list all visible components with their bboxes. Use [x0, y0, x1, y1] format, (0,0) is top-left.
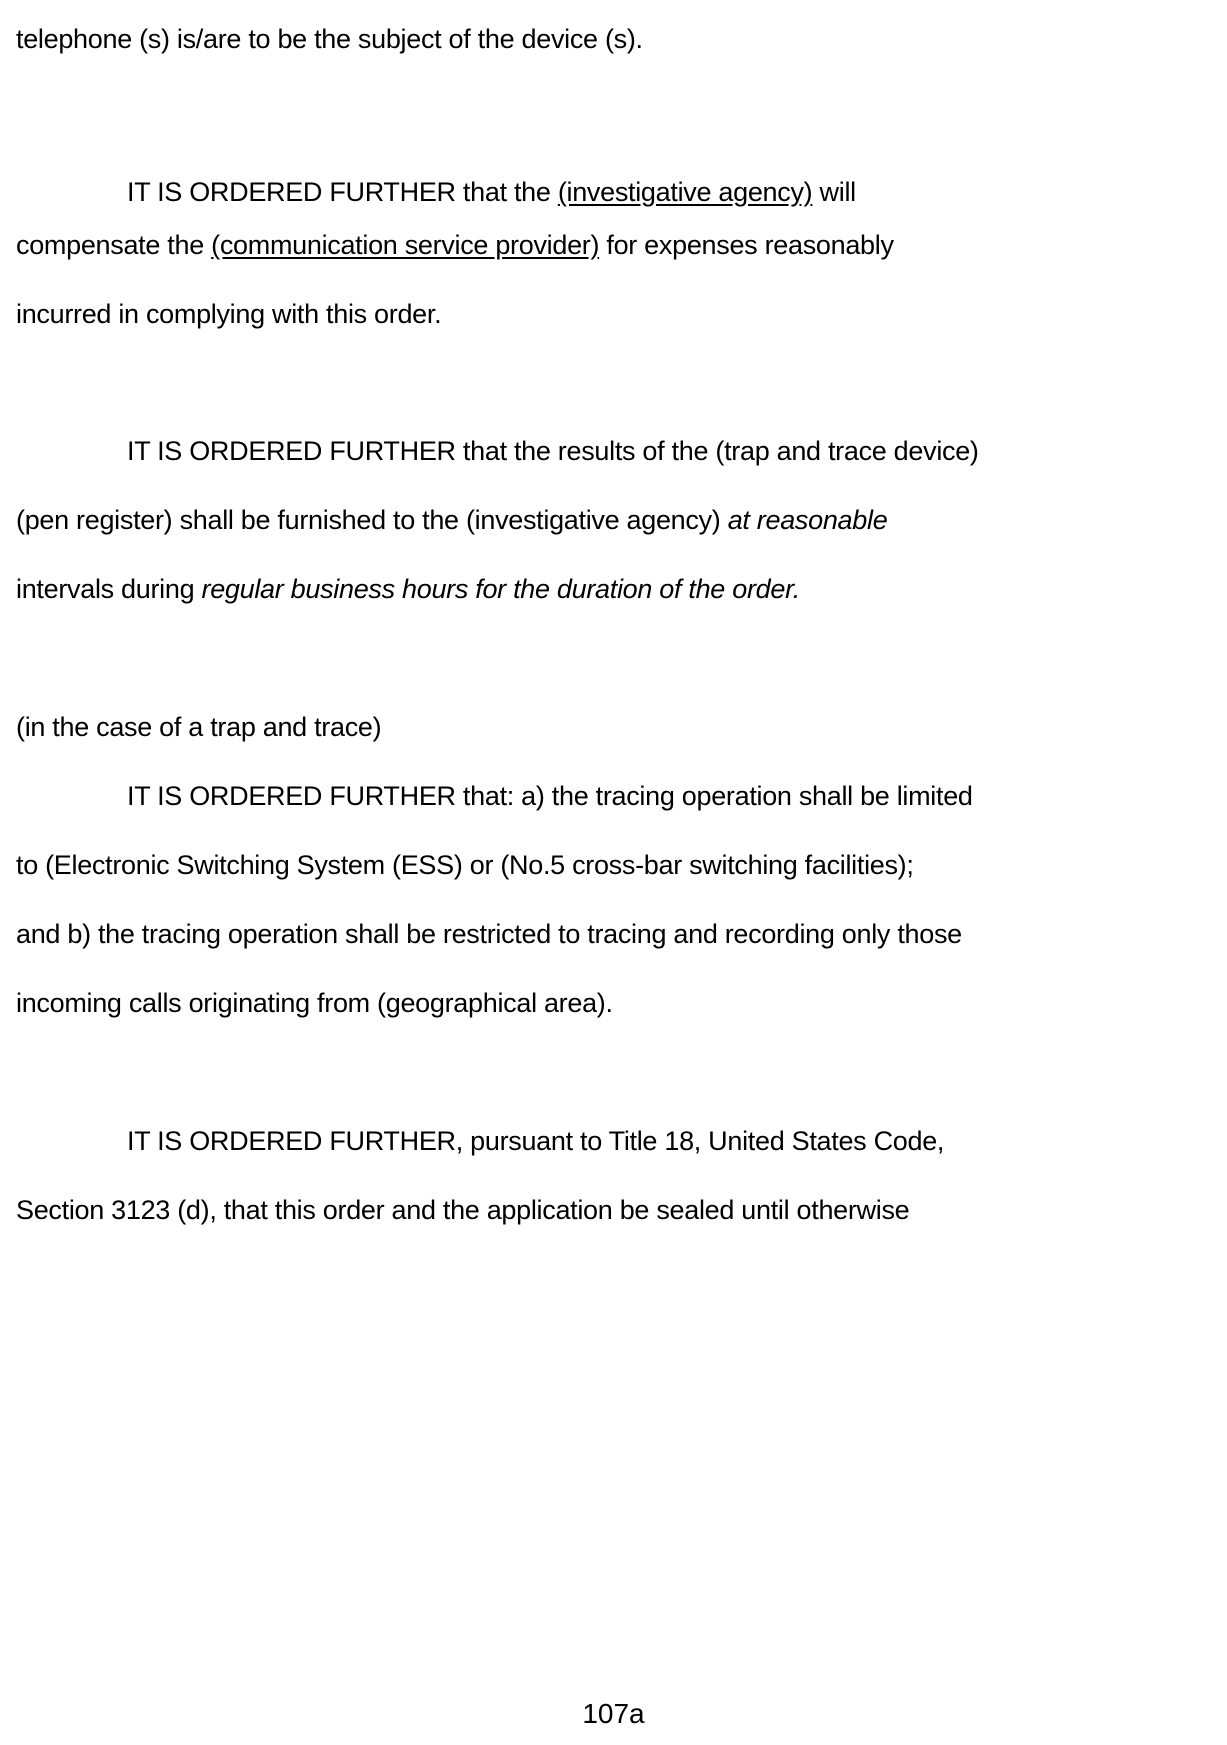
text-line-14 — [16, 1193, 909, 1227]
service-provider-placeholder: (communication service provider) — [211, 230, 600, 260]
line-2-text-start: IT IS ORDERED FURTHER that the — [127, 177, 558, 207]
page-number: 107a — [582, 1698, 645, 1729]
line-11-text: and b) the tracing operation shall be restricted to tracing and recording only those — [16, 919, 962, 949]
text-line-8 — [16, 710, 381, 744]
line-13-text: IT IS ORDERED FURTHER, pursuant to Title 18, United States Code, — [127, 1126, 945, 1156]
line-4-text: incurred in complying with this order. — [16, 299, 442, 329]
line-7-text-italic: regular business hours for the duration of the order. — [201, 574, 800, 604]
text-line-7 — [16, 572, 800, 606]
text-line-10 — [16, 848, 914, 882]
line-1-text: telephone (s) is/are to be the subject of the device (s). — [16, 24, 643, 54]
text-line-2 — [127, 175, 856, 209]
line-2-text-end: will — [812, 177, 856, 207]
text-line-4 — [16, 297, 441, 331]
line-9-text: IT IS ORDERED FURTHER that: a) the tracing operation shall be limited — [127, 781, 973, 811]
line-14-text: Section 3123 (d), that this order and the application be sealed until otherwise — [16, 1195, 910, 1225]
line-7-text-start: intervals during — [16, 574, 202, 604]
text-line-1 — [16, 22, 643, 56]
text-line-9 — [127, 779, 973, 813]
line-6-text-italic: at reasonable — [727, 505, 888, 535]
text-line-12 — [16, 986, 613, 1020]
text-line-6 — [16, 503, 887, 537]
line-5-text: IT IS ORDERED FURTHER that the results of the (trap and trace device) — [127, 436, 979, 466]
line-3-text-start: compensate the — [16, 230, 212, 260]
line-3-text-end: for expenses reasonably — [599, 230, 894, 260]
line-12-text: incoming calls originating from (geographical area). — [16, 988, 613, 1018]
text-line-3 — [16, 228, 894, 262]
text-line-5 — [127, 434, 979, 468]
line-6-text-start: (pen register) shall be furnished to the (investigative agency) — [16, 505, 728, 535]
investigative-agency-placeholder: (investigative agency) — [557, 177, 813, 207]
text-line-13 — [127, 1124, 944, 1158]
line-8-text: (in the case of a trap and trace) — [16, 712, 382, 742]
text-line-11 — [16, 917, 962, 951]
line-10-text: to (Electronic Switching System (ESS) or (No.5 cross-bar switching facilities); — [16, 850, 914, 880]
